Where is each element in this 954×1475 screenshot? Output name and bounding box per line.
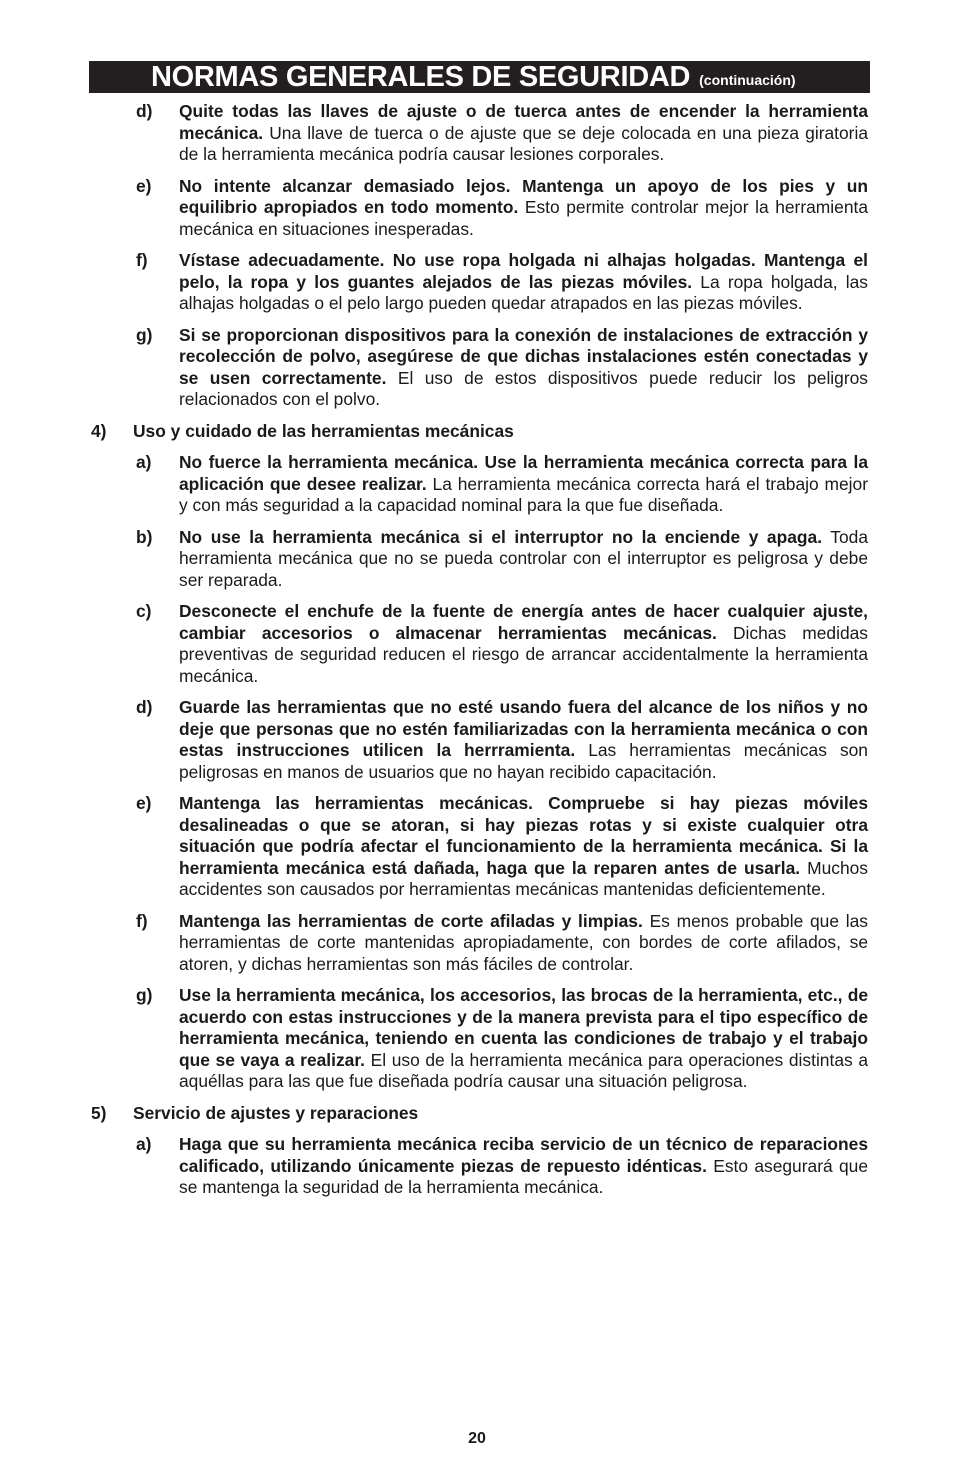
list-item-label: d) [136, 101, 153, 121]
list-item [136, 175, 868, 241]
page-number: 20 [468, 1430, 486, 1447]
list-item-body-text: Es menos probable que las herramientas de corte mantenidas apropiadamente, con bordes de corte afilados, se atoren, y dichas herramientas son más fáciles de controlar. [179, 910, 868, 974]
section-number: 5) [91, 1102, 107, 1123]
list-item [136, 452, 868, 517]
list-item-bold-text: Si se proporcionan dispositivos para la conexión de instalaciones de extracción y recolección de polvo, asegúrese de que dichas instalaciones estén conectadas y se usen correctamente. [179, 324, 868, 388]
list-item-label: a) [136, 452, 152, 472]
list-item-bold-text: Quite todas las llaves de ajuste o de tuerca antes de encender la herramienta mecánica. [179, 101, 868, 143]
list-item-label: g) [136, 985, 153, 1005]
list-item-label: c) [136, 601, 152, 621]
list-item-bold-text: Vístase adecuadamente. No use ropa holgada ni alhajas holgadas. Mantenga el pelo, la ropa y los guantes alejados de las piezas móviles. [179, 250, 868, 292]
list-item-bold-text: Haga que su herramienta mecánica reciba servicio de un técnico de reparaciones calificado, utilizando únicamente piezas de repuesto idénticas. [179, 1134, 868, 1176]
list-item-body-text: Esto permite controlar mejor la herramienta mecánica en situaciones inesperadas. [179, 197, 868, 239]
section-title: NORMAS GENERALES DE SEGURIDAD [151, 61, 691, 93]
list-item [136, 601, 868, 687]
list-item-bold-text: Guarde las herramientas que no esté usando fuera del alcance de los niños y no deje que personas que no estén familiarizadas con la herramienta mecánica o con estas instrucciones utilicen la herrramienta. [179, 697, 868, 760]
section-subtitle: (continuación) [699, 72, 796, 88]
section-heading-5 [91, 1102, 954, 1125]
list-item-label: a) [136, 1134, 152, 1154]
list-item-body-text: Una llave de tuerca o de ajuste que se deje colocada en una pieza giratoria de la herramienta mecánica podría causar lesiones corporales. [179, 122, 868, 164]
list-item [136, 250, 869, 315]
section-number: 4) [91, 420, 107, 441]
list-item-bold-text: Mantenga las herramientas mecánicas. Compruebe si hay piezas móviles desalineadas o que se atoran, si hay piezas rotas y si existe cualquier otra situación que podría afectar el funcionamiento de la herramienta mecánica. Si la herramienta mecánica está dañada, haga que la reparen antes de usarla. [179, 793, 868, 878]
list-item-bold-text: No use la herramienta mecánica si el interruptor no la enciende y apaga. [179, 526, 823, 547]
list-item [136, 793, 868, 901]
list-item-label: g) [136, 324, 153, 345]
list-item-label: e) [136, 793, 152, 813]
list-group-c [0, 1134, 954, 1209]
list-item-body-text: El uso de estos dispositivos puede reducir los peligros relacionados con el polvo. [179, 367, 869, 409]
list-item [136, 697, 868, 783]
list-item-bold-text: Desconecte el enchufe de la fuente de energía antes de hacer cualquier ajuste, cambiar accesorios o almacenar herramientas mecánicas. [179, 601, 868, 643]
page-content [0, 101, 954, 1209]
list-item [136, 526, 868, 592]
list-item-body-text: La herramienta mecánica correcta hará el trabajo mejor y con más seguridad a la capacidad nominal para la que fue diseñada. [179, 473, 868, 515]
list-item-body-text: Toda herramienta mecánica que no se pueda controlar con el interruptor es peligrosa y debe ser reparada. [179, 526, 868, 590]
section-heading-text: Uso y cuidado de las herramientas mecánicas [133, 420, 514, 441]
list-item-body-text: Dichas medidas preventivas de seguridad reducen el riesgo de arrancar accidentalmente la herramienta mecánica. [179, 622, 868, 686]
section-heading-text: Servicio de ajustes y reparaciones [133, 1102, 419, 1123]
list-item-body-text: La ropa holgada, las alhajas holgadas o el pelo largo pueden quedar atrapados en las piezas móviles. [179, 271, 869, 313]
list-item-label: d) [136, 697, 153, 717]
list-item [136, 101, 868, 166]
list-item-bold-text: Mantenga las herramientas de corte afiladas y limpias. [179, 910, 643, 931]
list-item-body-text: Las herramientas mecánicas son peligrosas en manos de usuarios que no hayan recibido capacitación. [179, 740, 868, 782]
list-item-body-text: El uso de la herramienta mecánica para operaciones distintas a aquéllas para las que fue diseñada podría causar una situación peligrosa. [179, 1049, 868, 1091]
list-item-label: b) [136, 526, 153, 547]
list-item-bold-text: Use la herramienta mecánica, los accesorios, las brocas de la herramienta, etc., de acuerdo con estas instrucciones y de la manera prevista para el tipo específico de herramienta mecánica, teniendo en cuenta las condiciones de trabajo y el trabajo que se vaya a realizar. [179, 985, 868, 1070]
list-group-a [0, 101, 954, 421]
section-heading-4 [91, 420, 954, 443]
list-item-label: f) [136, 910, 148, 931]
list-item-body-text: Esto asegurará que se mantenga la seguridad de la herramienta mecánica. [179, 1155, 868, 1197]
list-item [136, 1134, 868, 1199]
list-item-label: f) [136, 250, 148, 270]
list-item [136, 910, 868, 976]
section-header-bar [89, 61, 870, 93]
list-item-bold-text: No fuerce la herramienta mecánica. Use la herramienta mecánica correcta para la aplicación que desee realizar. [179, 452, 868, 494]
list-item-bold-text: No intente alcanzar demasiado lejos. Mantenga un apoyo de los pies y un equilibrio apropiados en todo momento. [179, 175, 868, 217]
list-group-b [0, 452, 954, 1103]
list-item [136, 324, 869, 411]
list-item-body-text: Muchos accidentes son causados por herramientas mecánicas mantenidas deficientemente. [179, 857, 868, 899]
list-item [136, 985, 868, 1093]
list-item-label: e) [136, 175, 152, 196]
